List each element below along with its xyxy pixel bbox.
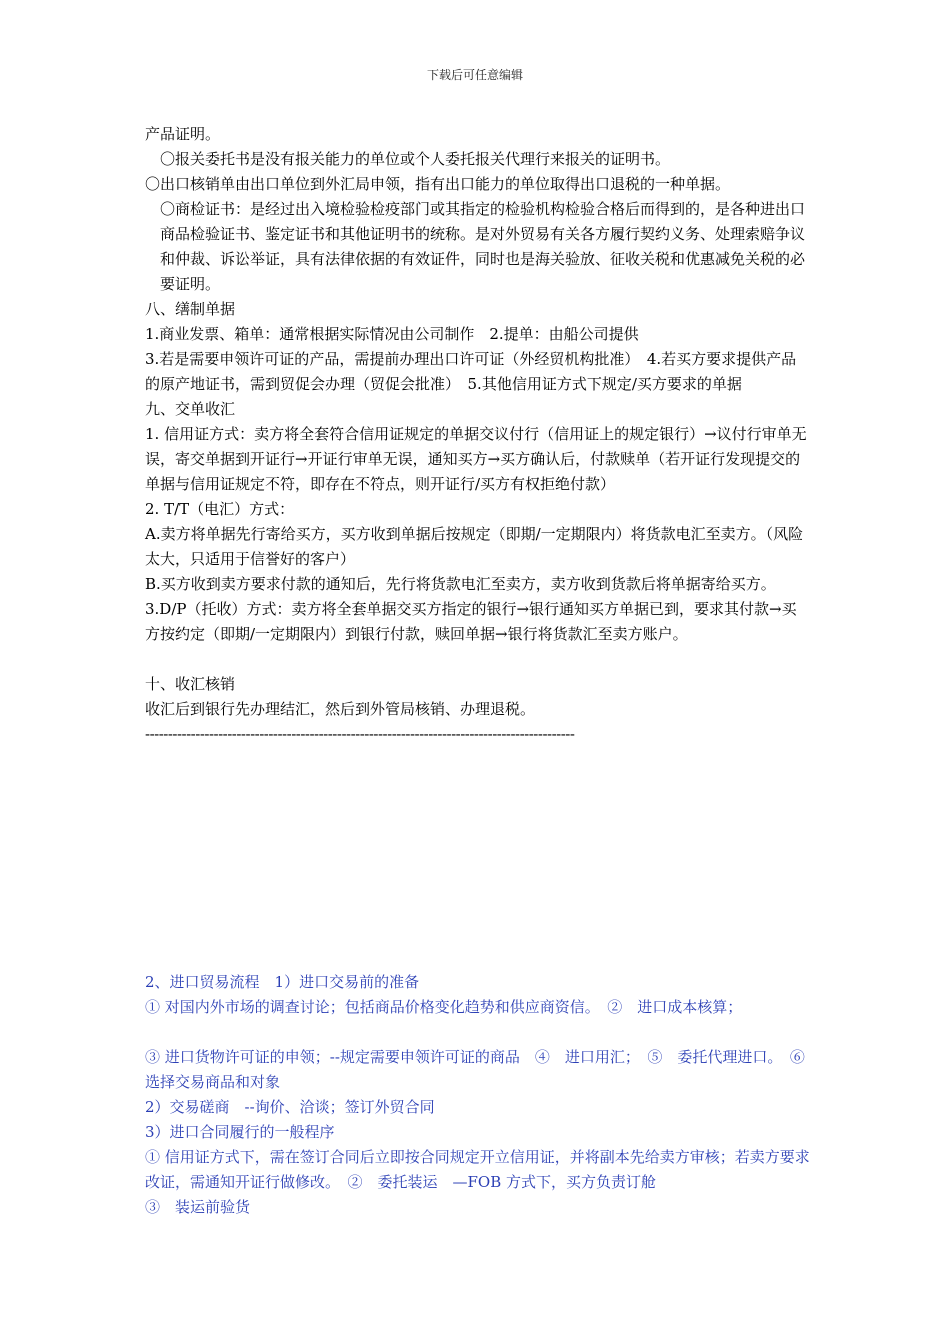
page-header: 下载后可任意编辑 (426, 68, 523, 82)
paragraph-export-verification: 〇出口核销单由出口单位到外汇局申领，指有出口能力的单位取得出口退税的一种单据。 (145, 175, 731, 193)
section-9-tt-heading: 2. T/T（电汇）方式： (145, 500, 295, 518)
import-title: 2、进口贸易流程 1）进口交易前的准备 (145, 973, 420, 991)
import-prep-line-1: ① 对国内外市场的调查讨论；包括商品价格变化趋势和供应商资信。 ② 进口成本核算； (145, 998, 743, 1016)
section-9-letter-of-credit: 1. 信用证方式：卖方将全套符合信用证规定的单据交议付行（信用证上的规定银行）→议付行审单无误，寄交单据到开证行→开证行审单无误，通知买方→买方确认后，付款赎单（若开证行发现提交的单据与信用证规定不符，即存在不符点，则开证行/买方有权拒绝付款） (145, 425, 807, 493)
import-negotiation: 2）交易磋商 --询价、洽谈；签订外贸合同 (145, 1098, 435, 1116)
import-trade-section (145, 970, 820, 1220)
import-performance-heading: 3）进口合同履行的一般程序 (145, 1123, 335, 1141)
section-8-item-2: 3.若是需要申领许可证的产品，需提前办理出口许可证（外经贸机构批准） 4.若买方要求提供产品的原产地证书，需到贸促会办理（贸促会批准） 5.其他信用证方式下规定/买方要求的单据 (145, 350, 797, 393)
section-9-tt-option-a: A.卖方将单据先行寄给买方，买方收到单据后按规定（即期/一定期限内）将货款电汇至卖方。（风险太大，只适用于信誉好的客户） (145, 525, 804, 568)
import-performance-line-1: ① 信用证方式下，需在签订合同后立即按合同规定开立信用证，并将副本先给卖方审核；若卖方要求改证，需通知开证行做修改。 ② 委托装运 —FOB 方式下，买方负责订舱 (145, 1148, 810, 1191)
blank-line (145, 1020, 815, 1045)
section-8-item-1: 1.商业发票、箱单：通常根据实际情况由公司制作 2.提单：由船公司提供 (145, 325, 639, 343)
section-9-tt-option-b: B.买方收到卖方要求付款的通知后，先行将货款电汇至卖方，卖方收到货款后将单据寄给买方。 (145, 575, 776, 593)
section-heading-8: 八、缮制单据 (145, 300, 236, 318)
import-performance-line-2: ③ 装运前验货 (145, 1198, 251, 1216)
blank-line (145, 647, 810, 672)
paragraph-inspection-certificate: 〇商检证书：是经过出入境检验检疫部门或其指定的检验机构检验合格后而得到的，是各种进出口商品检验证书、鉴定证书和其他证明书的统称。是对外贸易有关各方履行契约义务、处理索赔争议和仲裁、诉讼举证，具有法律依据的有效证件，同时也是海关验放、征收关税和优惠减免关税的必要证明。 (160, 200, 806, 293)
paragraph-product-certificate: 产品证明。 (145, 125, 221, 143)
section-10-text: 收汇后到银行先办理结汇，然后到外管局核销、办理退税。 (145, 700, 536, 718)
dashed-separator: ---------------------------------------------------------------------------------------------- (145, 725, 575, 743)
section-9-dp: 3.D/P（托收）方式：卖方将全套单据交买方指定的银行→银行通知买方单据已到，要求其付款→买方按约定（即期/一定期限内）到银行付款，赎回单据→银行将货款汇至卖方账户。 (145, 600, 797, 643)
section-heading-10: 十、收汇核销 (145, 675, 236, 693)
import-prep-line-2: ③ 进口货物许可证的申领；--规定需要申领许可证的商品 ④ 进口用汇； ⑤ 委托代理进口。 ⑥ 选择交易商品和对象 (145, 1048, 820, 1091)
section-heading-9: 九、交单收汇 (145, 400, 236, 418)
document-body (145, 122, 810, 747)
paragraph-customs-power-of-attorney: 〇报关委托书是没有报关能力的单位或个人委托报关代理行来报关的证明书。 (160, 150, 671, 168)
